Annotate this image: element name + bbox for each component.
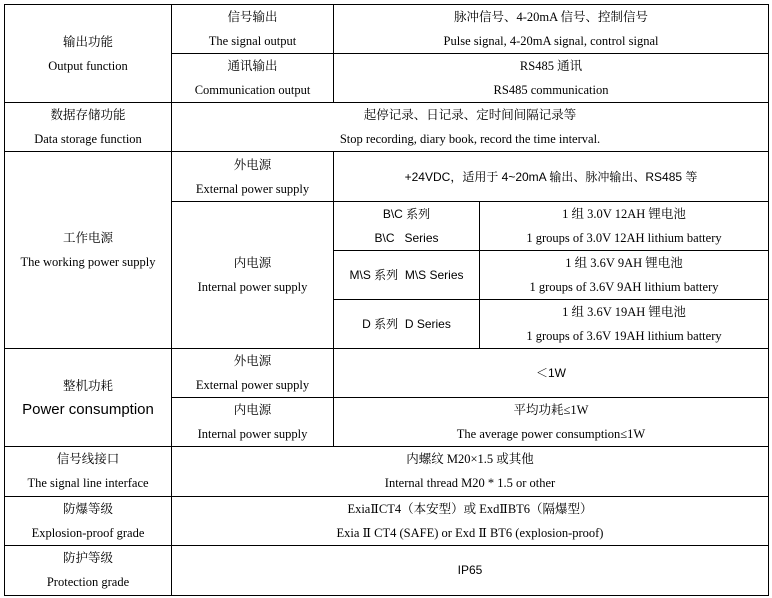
signal-output-value: 脉冲信号、4-20mA 信号、控制信号 Pulse signal, 4-20mA signal, control signal — [334, 5, 769, 54]
working-external-label: 外电源 External power supply — [172, 152, 334, 201]
protection-value: IP65 — [172, 545, 769, 595]
table-row — [5, 447, 769, 496]
consumption-external-label: 外电源 External power supply — [172, 349, 334, 398]
communication-output-value: RS485 通讯 RS485 communication — [334, 54, 769, 103]
spec-table — [4, 4, 769, 596]
protection-label: 防护等级 Protection grade — [5, 545, 172, 595]
explosion-proof-value: ExiaⅡCT4（本安型）或 ExdⅡBT6（隔爆型） Exia Ⅱ CT4 (SAFE) or Exd Ⅱ BT6 (explosion-proof) — [172, 496, 769, 545]
consumption-internal-value: 平均功耗≤1W The average power consumption≤1W — [334, 398, 769, 447]
consumption-internal-label: 内电源 Internal power supply — [172, 398, 334, 447]
communication-output-label: 通讯输出 Communication output — [172, 54, 334, 103]
data-storage-value: 起停记录、日记录、定时间间隔记录等 Stop recording, diary book, record the time interval. — [172, 103, 769, 152]
table-row — [5, 5, 769, 54]
working-external-value: +24VDC，适用于 4~20mA 输出、脉冲输出、RS485 等 — [334, 152, 769, 201]
table-row — [5, 545, 769, 595]
signal-line-value: 内螺纹 M20×1.5 或其他 Internal thread M20 * 1.5 or other — [172, 447, 769, 496]
table-row — [5, 496, 769, 545]
table-row — [5, 349, 769, 398]
signal-line-label: 信号线接口 The signal line interface — [5, 447, 172, 496]
series-d-name: D 系列 D Series — [334, 299, 480, 348]
working-internal-label: 内电源 Internal power supply — [172, 201, 334, 348]
series-bc-name: B\C 系列 B\C Series — [334, 201, 480, 250]
signal-output-label: 信号输出 The signal output — [172, 5, 334, 54]
working-power-label: 工作电源 The working power supply — [5, 152, 172, 349]
series-ms-value: 1 组 3.6V 9AH 锂电池 1 groups of 3.6V 9AH lithium battery — [480, 250, 769, 299]
series-ms-name: M\S 系列 M\S Series — [334, 250, 480, 299]
table-row — [5, 103, 769, 152]
series-d-value: 1 组 3.6V 19AH 锂电池 1 groups of 3.6V 19AH lithium battery — [480, 299, 769, 348]
output-function-label: 输出功能 Output function — [5, 5, 172, 103]
power-consumption-label: 整机功耗 Power consumption — [5, 349, 172, 447]
series-bc-value: 1 组 3.0V 12AH 锂电池 1 groups of 3.0V 12AH lithium battery — [480, 201, 769, 250]
explosion-proof-label: 防爆等级 Explosion-proof grade — [5, 496, 172, 545]
consumption-external-value: ＜1W — [334, 349, 769, 398]
data-storage-label: 数据存储功能 Data storage function — [5, 103, 172, 152]
table-row — [5, 152, 769, 201]
